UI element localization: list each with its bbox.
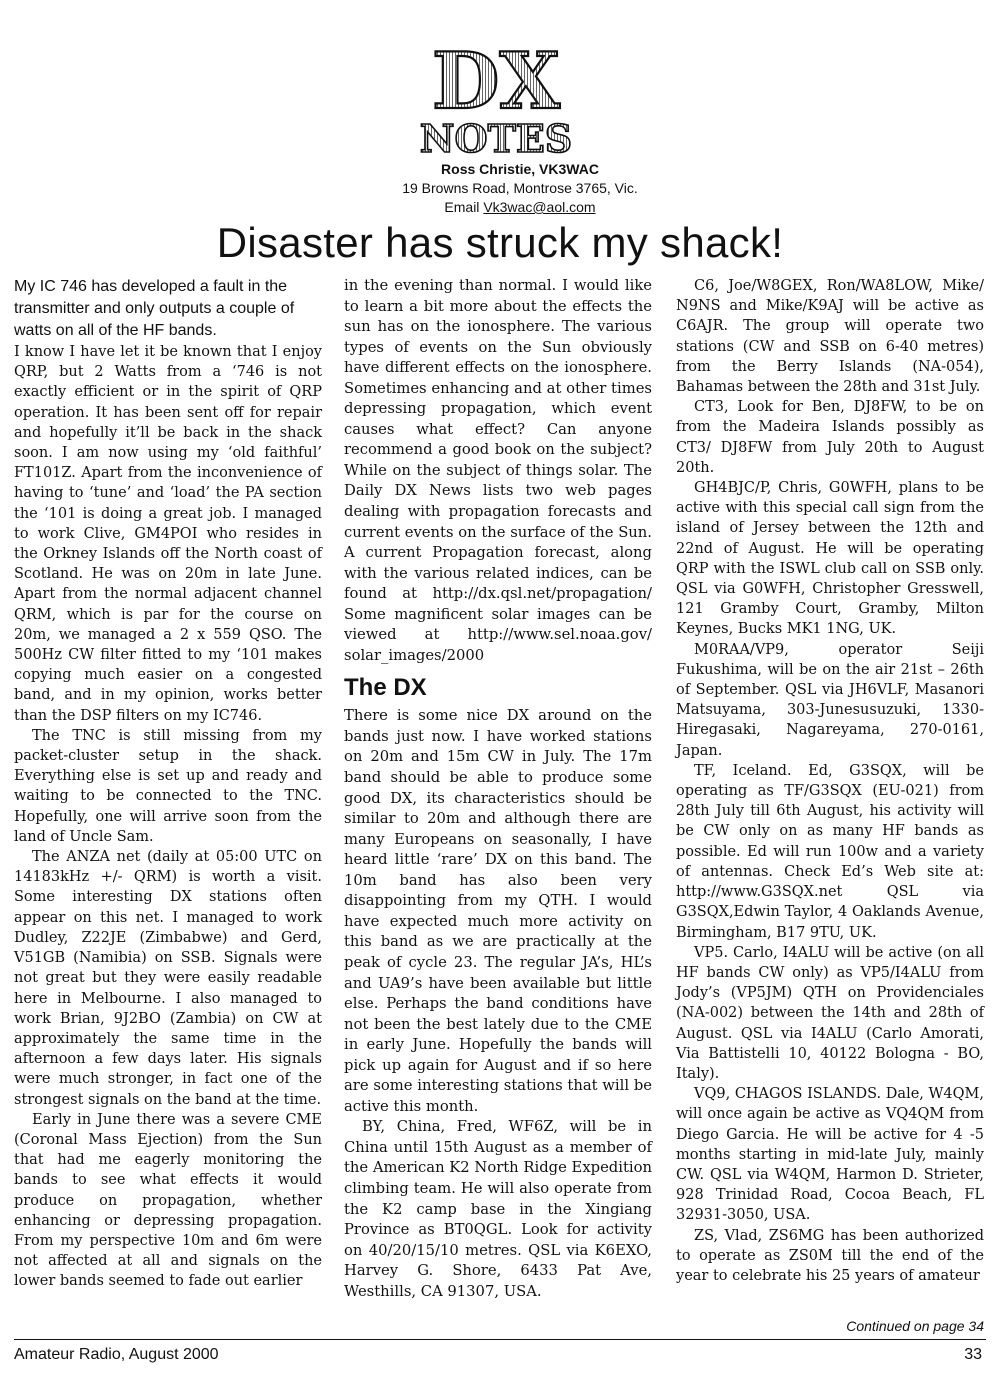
paragraph: I know I have let it be known that I enjoy QRP, but 2 Watts from a ‘746 is not exactly efficient or in the spirit of QRP operation. It has been sent off for repair and hopefully it’ll be back in the shack soon. I am now using my ‘old faithful’ FT101Z. Apart from the inconvenience of having to ‘tune’ and ‘load’ the PA section the ‘101 is doing a great job. I managed to work Clive, GM4POI who resides in the Orkney Islands off the North coast of Scotland. He was on 20m in late June. Apart from the normal adjacent channel QRM, which is par for the course on 20m, we managed a 2 x 559 QSO. The 500Hz CW filter fitted to my ‘101 makes copying much easier on a congested band, and in my opinion, works better than the DSP filters on my IC746. bbox=[14, 344, 322, 724]
paragraph: BY, China, Fred, WF6Z, will be in China until 15th August as a member of the American K2 North Ridge Expedition climbing team. He will also operate from the K2 camp base in the Xingiang Province as BT0QGL. Look for activity on 40/20/15/10 metres. QSL via K6EXO, Harvey G. Shore, 6433 Pat Ave, Westhills, CA 91307, USA. bbox=[344, 1118, 652, 1300]
paragraph: in the evening than normal. I would like to learn a bit more about the effects the sun has on the ionosphere. The various types of events on the Sun obviously have different effects on the ionosphere. Sometimes enhancing and at other times depressing propagation, which event causes what effect? Can anyone recommend a good book on the subject? While on the subject of things solar. The Daily DX News lists two web pages dealing with propagation forecasts and current events on the surface of the Sun. A current Propagation forecast, along with the various related indices, can be found at http://dx.qsl.net/propagation/ Some magnificent solar images can be viewed at http://www.sel.noaa.gov/ solar_images/2000 bbox=[344, 277, 652, 664]
footer-publication: Amateur Radio, August 2000 bbox=[14, 1346, 219, 1363]
author-name: Ross Christie, VK3WAC bbox=[441, 161, 599, 177]
paragraph: Early in June there was a severe CME (Coronal Mass Ejection) from the Sun that had me eagerly monitoring the bands to see what effects it would produce on propagation, whether enhancing or depressing propagation. From my perspective 10m and 6m were not affected at all and signals on the lower bands seemed to fade out earlier bbox=[14, 1111, 322, 1290]
paragraph: VQ9, CHAGOS ISLANDS. Dale, W4QM, will once again be active as VQ4QM from Diego Garcia. He will be active for 4 -5 months starting in mid-late July, mainly CW. QSL via W4QM, Harmon D. Strieter, 928 Trinidad Road, Cocoa Beach, FL 32931-3050, USA. bbox=[676, 1086, 984, 1224]
author-email-link[interactable]: Vk3wac@aol.com bbox=[483, 199, 596, 215]
paragraph: The ANZA net (daily at 05:00 UTC on 14183kHz +/- QRM) is worth a visit. Some interesting DX stations often appear on this net. I managed to work Dudley, Z22JE (Zimbabwe) and Gerd, V51GB (Namibia) on SSB. Signals were not great but they were easily readable here in Melbourne. I also managed to work Brian, 9J2BO (Zambia) on CW at approximately the same time in the afternoon a few days later. His signals were much stronger, in fact one of the strongest signals on the band at the time. bbox=[14, 849, 322, 1108]
column-1 bbox=[14, 276, 322, 1292]
section-heading: The DX bbox=[344, 674, 427, 702]
email-label: Email bbox=[444, 199, 484, 215]
continued-note: Continued on page 34 bbox=[846, 1318, 984, 1334]
column-3 bbox=[676, 276, 984, 1286]
lead-paragraph: My IC 746 has developed a fault in the transmitter and only outputs a couple of watts on all of the HF bands. bbox=[14, 278, 295, 339]
paragraph: ZS, Vlad, ZS6MG has been authorized to operate as ZS0M till the end of the year to celebrate his 25 years of amateur bbox=[676, 1227, 984, 1284]
footer-divider bbox=[14, 1339, 986, 1340]
paragraph: TF, Iceland. Ed, G3SQX, will be operating as TF/G3SQX (EU-021) from 28th July till 6th August, his activity will be CW only on as many HF bands as possible. Ed will run 100w and a variety of antennas. Check Ed’s Web site at: http://www.G3SQX.net QSL via G3SQX,Edwin Taylor, 4 Oaklands Avenue, Birmingham, B17 9TU, UK. bbox=[676, 762, 984, 941]
author-email-line bbox=[320, 198, 720, 217]
column-2 bbox=[344, 276, 652, 1302]
dx-notes-logo-art bbox=[398, 44, 594, 160]
author-byline bbox=[320, 160, 720, 217]
logo-notes: NOTES bbox=[419, 116, 573, 160]
page-number: 33 bbox=[964, 1346, 982, 1363]
logo-dx: DX bbox=[431, 44, 561, 127]
paragraph: C6, Joe/W8GEX, Ron/WA8LOW, Mike/ N9NS and Mike/K9AJ will be active as C6AJR. The group will operate two stations (CW and SSB on 6-40 metres) from the Berry Islands (NA-054), Bahamas between the 28th and 31st July. bbox=[676, 278, 984, 396]
paragraph: CT3, Look for Ben, DJ8FW, to be on from the Madeira Islands possibly as CT3/ DJ8FW from July 20th to August 20th. bbox=[676, 399, 984, 476]
article-headline: Disaster has struck my shack! bbox=[216, 219, 784, 266]
paragraph: GH4BJC/P, Chris, G0WFH, plans to be active with this special call sign from the island of Jersey between the 12th and 22nd of August. He will be operating QRP with the ISWL club call on SSB only. QSL via G0WFH, Christopher Gresswell, 121 Gramby Court, Gramby, Milton Keynes, Bucks MK1 1NG, UK. bbox=[676, 480, 984, 638]
dx-notes-logo bbox=[398, 44, 594, 160]
paragraph: There is some nice DX around on the bands just now. I have worked stations on 20m and 15m CW in July. The 17m band should be able to produce some good DX, its characteristics should be similar to 20m and although there are many Europeans on seasonally, I have heard little ‘rare’ DX on this band. The 10m band has also been very disappointing from my QTH. I would have expected much more activity on this band as we are practically at the peak of cycle 23. The regular JA’s, HL’s and UA9’s have been available but little else. Perhaps the band conditions have not been the best lately due to the CME in early June. Hopefully the bands will pick up again for August and if so here are some interesting stations that will be active this month. bbox=[344, 707, 652, 1115]
author-address: 19 Browns Road, Montrose 3765, Vic. bbox=[402, 180, 638, 196]
paragraph: The TNC is still missing from my packet-cluster setup in the shack. Everything else is set up and ready and waiting to be connected to the TNC. Hopefully, one will arrive soon from the land of Uncle Sam. bbox=[14, 727, 322, 845]
paragraph: M0RAA/VP9, operator Seiji Fukushima, will be on the air 21st – 26th of September. QSL via JH6VLF, Masanori Matsuyama, 303-Junesusuzuki, 1330-Hiregasaki, Nagareyama, 270-0161, Japan. bbox=[676, 641, 984, 759]
paragraph: VP5. Carlo, I4ALU will be active (on all HF bands CW only) as VP5/I4ALU from Jody’s (VP5JM) QTH on Providenciales (NA-002) between the 14th and 28th of August. QSL via I4ALU (Carlo Amorati, Via Battistelli 10, 40122 Bologna - BO, Italy). bbox=[676, 944, 984, 1082]
